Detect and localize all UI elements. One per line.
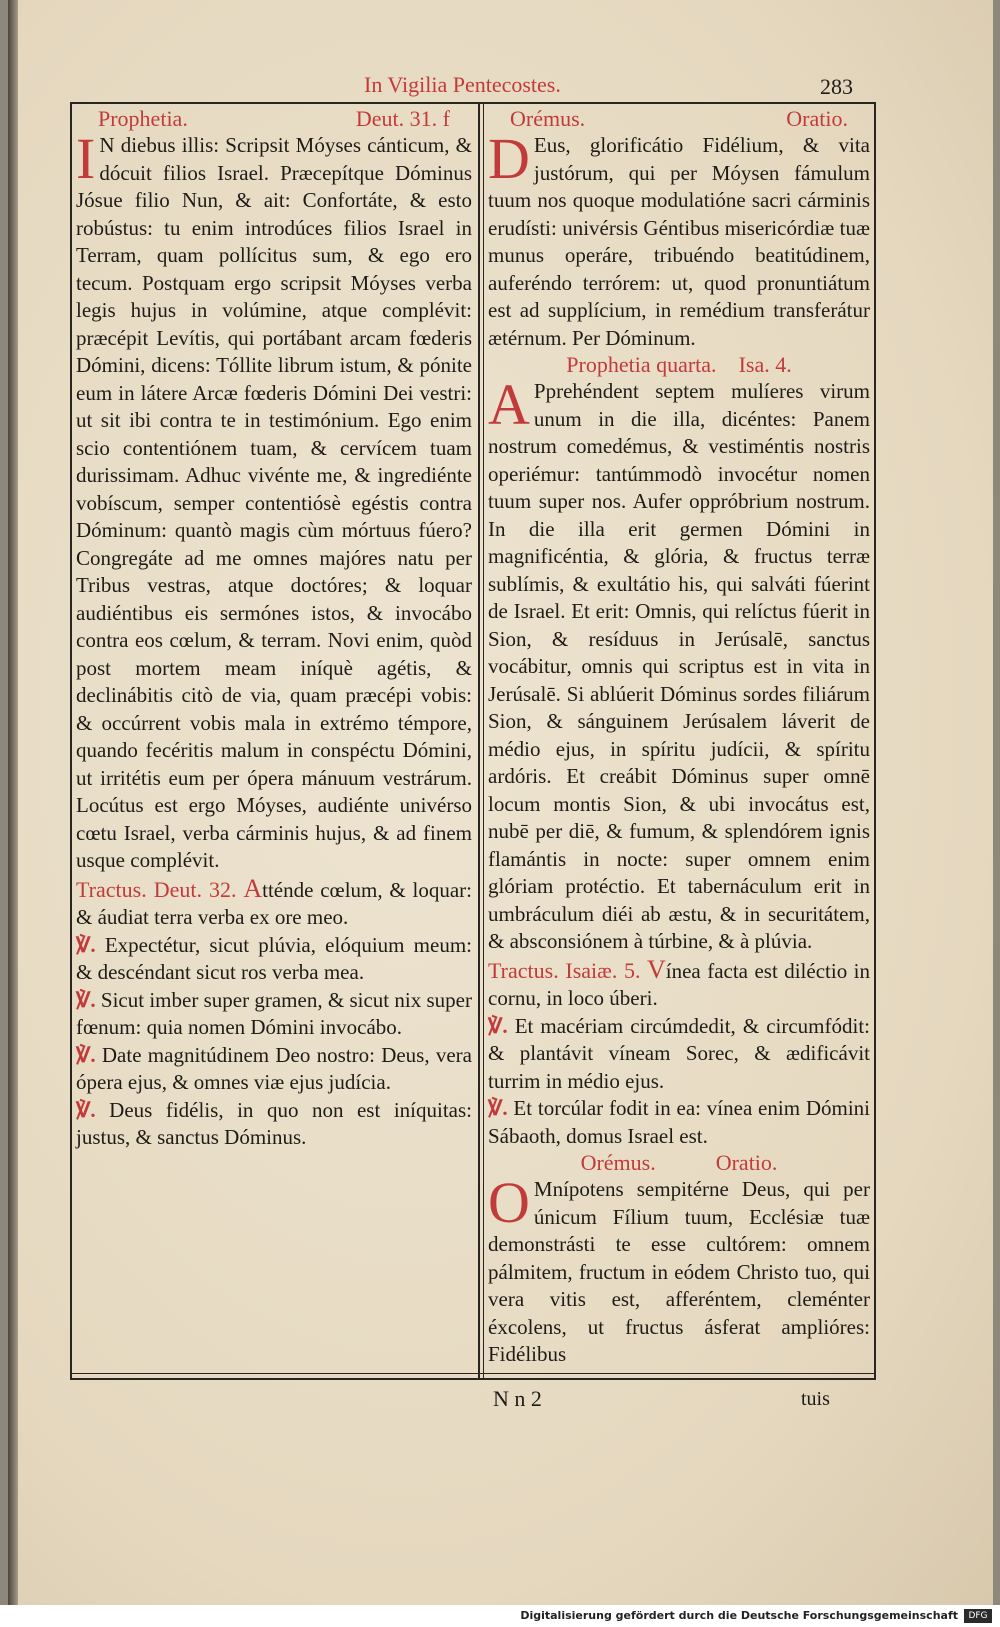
funding-note: Digitalisierung gefördert durch die Deutsche Forschungsgemeinschaft <box>520 1609 958 1622</box>
bottom-rule-inner <box>70 1373 876 1374</box>
prophecy-four-heading <box>488 352 870 378</box>
prayer-paragraph <box>488 126 870 352</box>
verse <box>488 1013 870 1096</box>
verse-text: Date magnitúdinem Deo nostro: Deus, vera ópera ejus, & omnes viæ ejus judícia. <box>76 1042 472 1094</box>
oration-heading <box>488 106 870 132</box>
prophecy-label: Prophetia. <box>98 106 188 131</box>
page-number: 283 <box>820 74 853 99</box>
right-rule <box>874 102 876 1379</box>
verse <box>76 932 472 987</box>
prophecy-four-label: Prophetia quarta. <box>566 352 717 377</box>
digitization-footer <box>0 1605 1000 1627</box>
oration-two-heading <box>488 1150 870 1176</box>
versicle-mark: ℣. <box>76 1097 96 1122</box>
prophecy-four-paragraph <box>488 372 870 956</box>
prophecy-four-reference: Isa. 4. <box>738 352 792 377</box>
tract-initial: A <box>243 873 263 903</box>
tract-two-initial: V <box>647 954 666 984</box>
prophecy-four-text: Pprehéndent septem mulíeres virum unum in die illa, dicéntes: Panem nostrum comedémus, & vestiméntis nostris operiémur: tantúmmodò invocétur nomen tuum super nos. Aufer oppróbrium nostrum. In die illa erit germen Dómini in magnificéntia, & glória, & fructus terræ sublímis, & exultátio his, qui salváti fúerint de Israel. Et erit: Omnis, qui relíctus fúerit in Sion, & resíduus in Jerúsalē, sanctus vocábitur, omnis qui scriptus est in vita in Jerúsalē. Si ablúerit Dóminus sordes filiárum Sion, & sánguinem Jerúsalem láverit de médio ejus, in spíritu judícii, & spíritu ardóris. Et creábit Dóminus super omnē locum montis Sion, & ubi invocátus est, nubē per diē, & fumum, & splendórem ignis flamántis in nocte: super omnem enim glóriam protéctio. Et tabernáculum erit in umbráculum diéi ab æstu, & in securitátem, & absconsiónem à túrbine, & à plúvia. <box>488 379 870 953</box>
drop-capital: A <box>488 372 530 437</box>
tract-paragraph <box>76 875 472 932</box>
tract-text: tténde cœlum, & loquar: & áudiat terra verba ex ore meo. <box>76 877 472 929</box>
oremus-label: Orémus. <box>510 106 586 131</box>
oremus-label: Orémus. <box>580 1150 656 1175</box>
oratio-label: Oratio. <box>715 1150 778 1175</box>
bottom-rule <box>70 1378 876 1380</box>
tract-two-paragraph <box>488 956 870 1013</box>
page-spine-shadow <box>8 0 18 1605</box>
prayer-two-text: Mnípotens sempitérne Deus, qui per únicum Fílium tuum, Ecclésiæ tuæ demonstrásti te esse cultórem: omnem pálmitem, fructum in eódem Christo tuo, qui vera vitis est, afferéntem, cleménter éxcolens, ut fructus ásferat amplióres: Fidélibus <box>488 1177 870 1366</box>
versicle-mark: ℣. <box>76 1042 96 1067</box>
book-page <box>8 0 993 1605</box>
tract-label: Tractus. Deut. 32. <box>76 876 237 902</box>
column-divider-inner <box>483 102 484 1379</box>
signature-mark: N n 2 <box>493 1386 542 1411</box>
drop-capital: D <box>488 126 530 191</box>
tract-two-text: ínea facta est diléctio in cornu, in loco úberi. <box>488 958 870 1010</box>
right-column <box>488 106 870 1369</box>
verse-text: Sicut imber super gramen, & sicut nix super fœnum: quia nomen Dómini invocábo. <box>76 987 472 1039</box>
versicle-mark: ℣. <box>76 987 96 1012</box>
verse-text: Et torcúlar fodit in ea: vínea enim Dómini Sábaoth, domus Israel est. <box>488 1096 870 1148</box>
prophecy-reference: Deut. 31. f <box>355 106 450 131</box>
prayer-two-paragraph <box>488 1170 870 1369</box>
verse <box>76 1042 472 1097</box>
drop-capital: O <box>488 1170 530 1235</box>
verse <box>76 987 472 1042</box>
verse-text: Expectétur, sicut plúvia, elóquium meum: & descéndant sicut ros verba mea. <box>76 932 473 984</box>
prophecy-text: N diebus illis: Scripsit Móyses cánticum, & dócuit filios Israel. Præcepítque Dóminus Jósue filio Nun, & ait: Confortáte, & esto robústus: tu enim introdúces filios Israel in Terram, quam pollícitus sum, & ego ero tecum. Postquam ergo scripsit Móyses verba legis hujus in volúmine, atque complévit: præcépit Levítis, qui portábant arcam fœderis Dómini, dicens: Tóllite librum istum, & pónite eum in látere Arcæ fœderis Dómini Dei vestri: ut sit ibi contra te in testimónium. Ego enim scio contentiónem tuam, & cervícem tuam durissimam. Adhuc vivénte me, & ingrediénte vobíscum, semper contentiósè egéstis contra Dóminum: quantò magis cùm mórtuus fúero? Congregáte ad me omnes majóres natu per Tribus vestras, atque doctóres; & loquar audiéntibus eis sermónes istos, & invocábo contra eos cœlum, & terram. Novi enim, quòd post mortem meam iníquè agétis, & declinábitis citò de via, quam præcépi vobis: & occúrrent vobis mala in extrémo témpore, quando fecéritis malum in conspéctu Dómini, ut irritétis eum per ópera mánuum vestrárum. Locútus est ergo Móyses, audiénte univérso cœtu Israel, verba cárminis hujus, & ad finem usque complévit. <box>76 133 472 872</box>
left-rule <box>70 102 72 1379</box>
prophecy-paragraph <box>76 126 472 875</box>
verse <box>488 1095 870 1150</box>
verse-text: Deus fidélis, in quo non est iníquitas: justus, & sanctus Dóminus. <box>76 1097 473 1149</box>
dfg-logo: DFG <box>964 1609 992 1623</box>
column-divider <box>478 102 480 1379</box>
versicle-mark: ℣. <box>76 932 96 957</box>
versicle-mark: ℣. <box>488 1013 508 1038</box>
catchword: tuis <box>801 1388 830 1410</box>
prophecy-heading <box>76 106 472 132</box>
verse-text: Et macériam circúmdedit, & circumfódit: & plantávit víneam Sorec, & ædificávit turrim in médio ejus. <box>488 1013 871 1093</box>
top-rule <box>70 102 876 104</box>
running-title: In Vigilia Pentecostes. <box>364 72 561 97</box>
left-column <box>76 106 472 1152</box>
verse <box>76 1097 472 1152</box>
tract-two-label: Tractus. Isaiæ. 5. <box>488 957 641 983</box>
versicle-mark: ℣. <box>488 1096 508 1120</box>
oratio-label: Oratio. <box>786 106 848 131</box>
drop-capital: I <box>76 126 96 191</box>
prayer-text: Eus, glorificátio Fidélium, & vita justórum, qui per Móysen fámulum tuum nos quoque modulatióne sacri cárminis erudísti: univérsis Géntibus misericórdiæ tuæ munus operáre, tribuéndo beatitúdinem, auferéndo terrórem: ut, quod pronuntiátum est ad supplícium, in remédium transferátur ætérnum. Per Dóminum. <box>488 133 870 350</box>
